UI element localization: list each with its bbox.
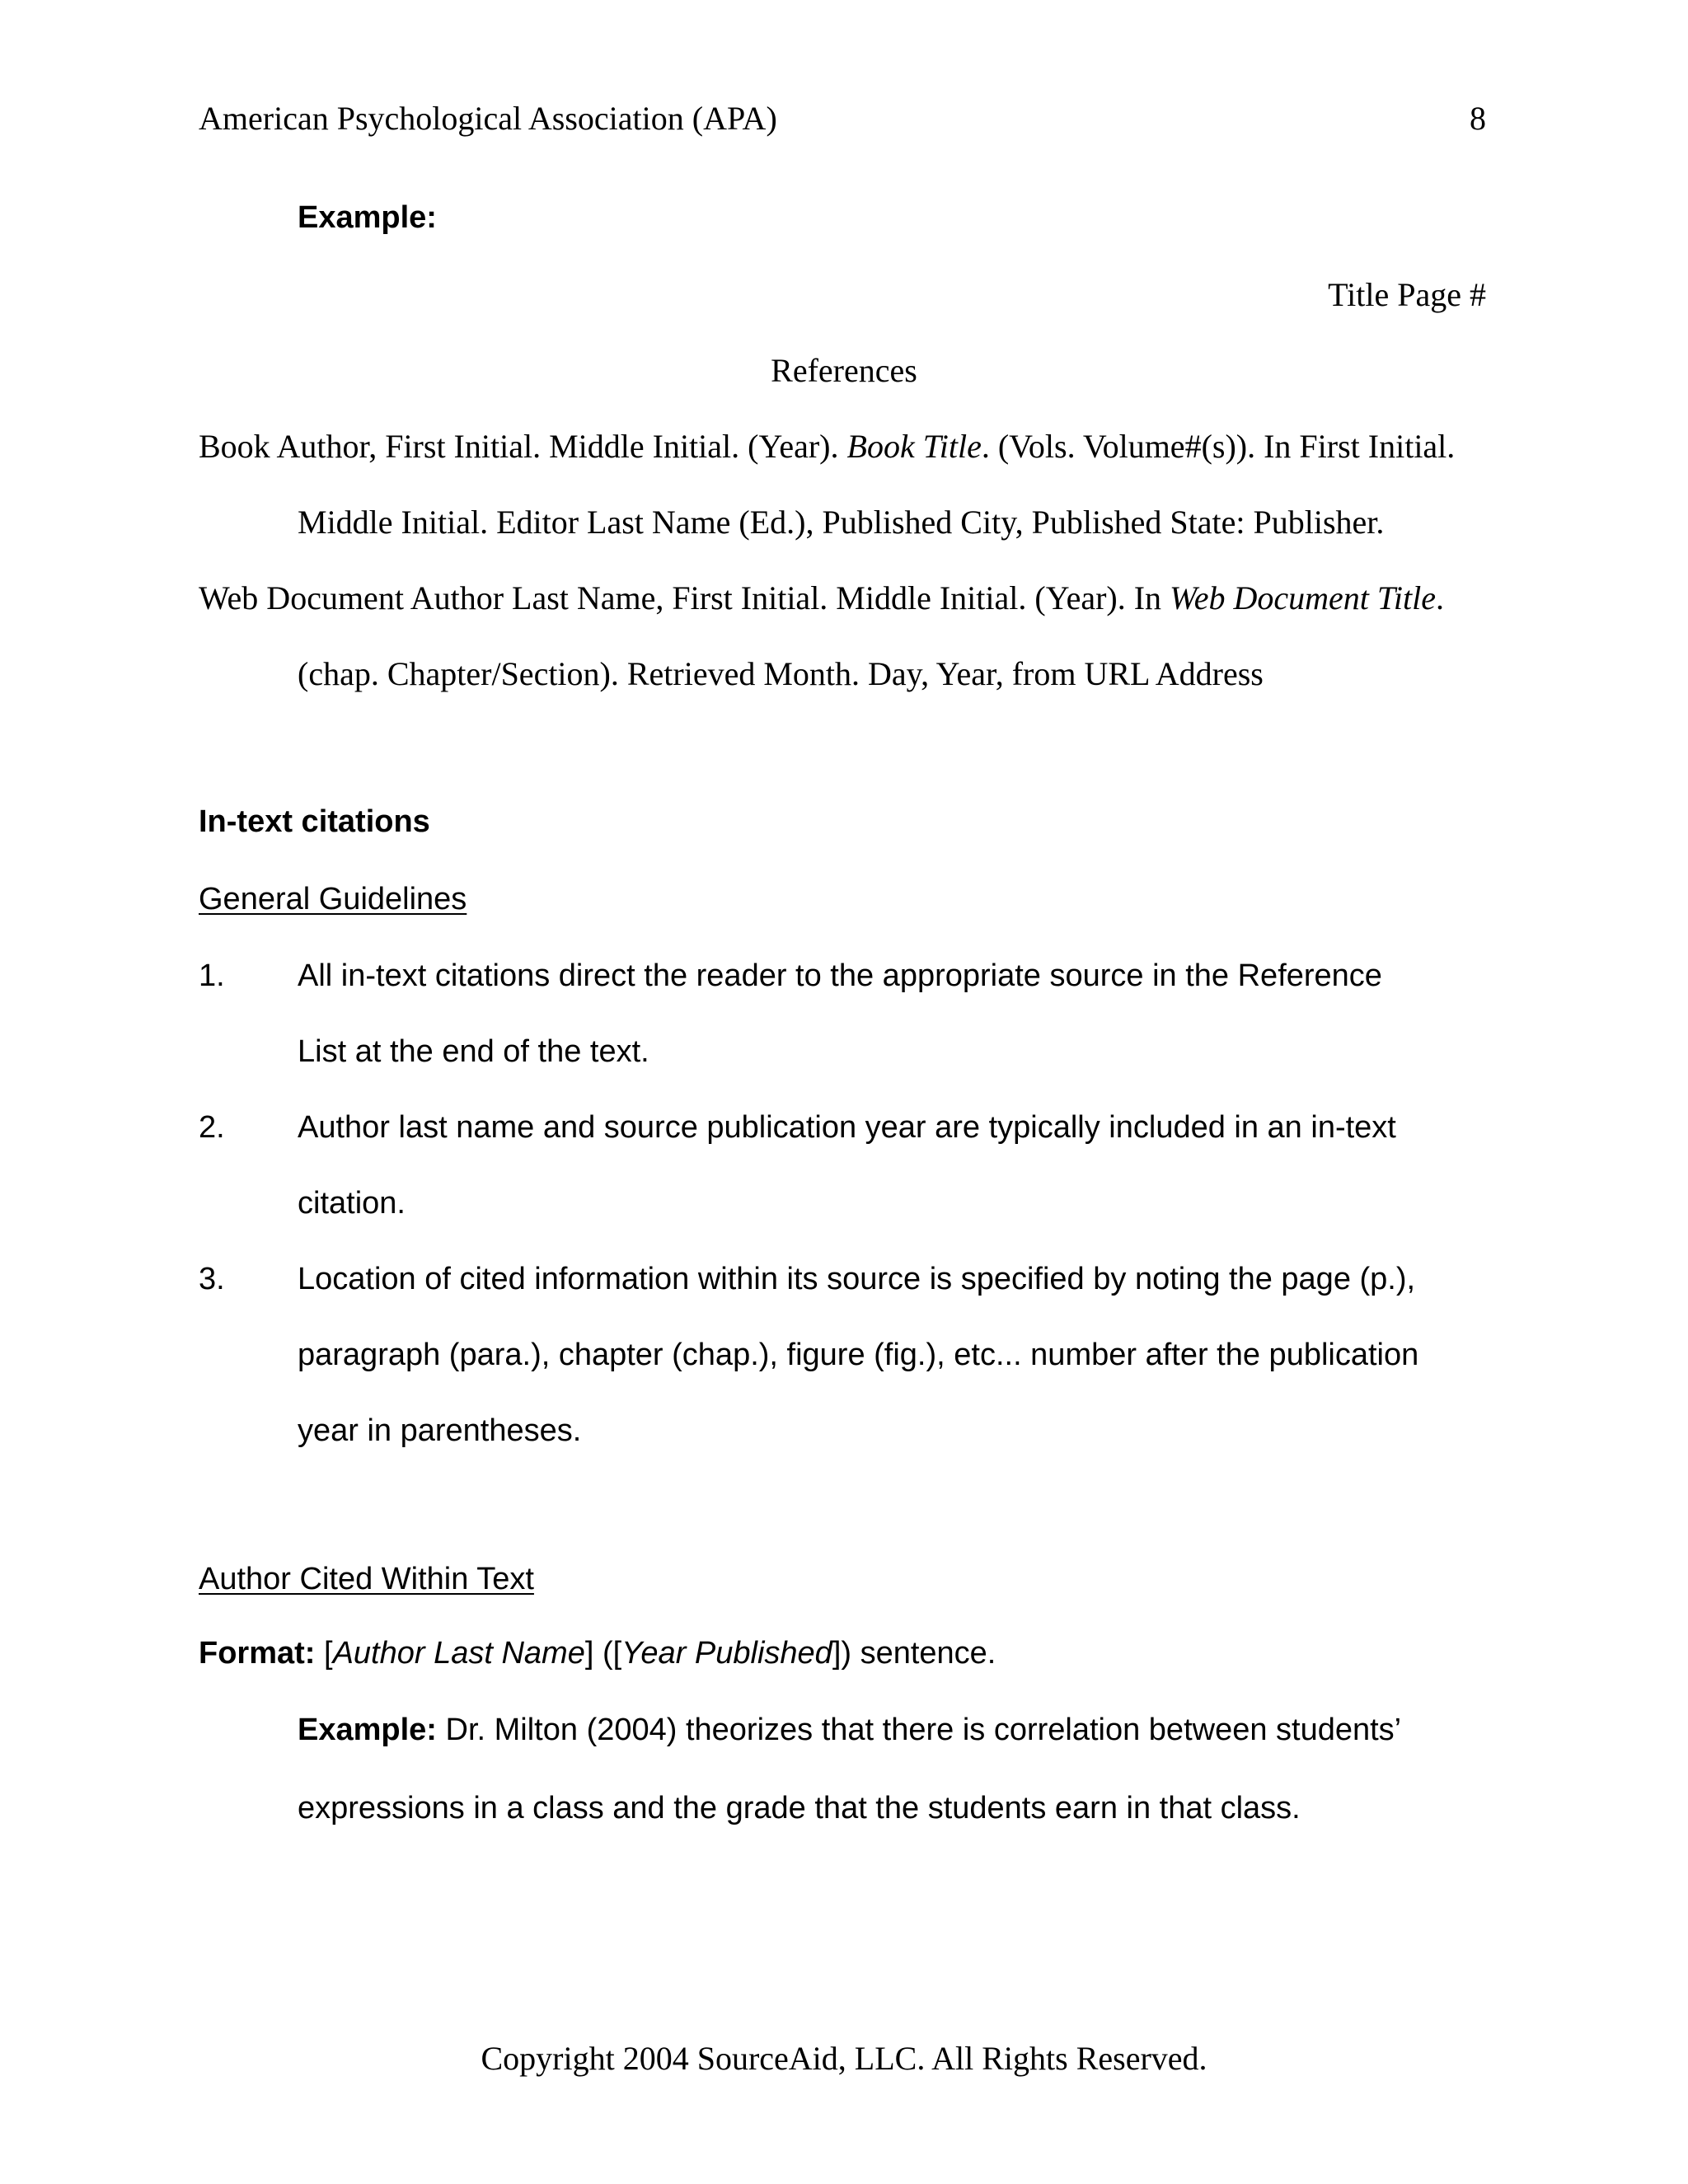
example-label: Example: <box>298 1713 437 1747</box>
reference-book-line1 <box>199 430 1455 463</box>
list-item-text: year in parentheses. <box>298 1413 582 1448</box>
format-label: Format: <box>199 1636 316 1671</box>
ref-web-author: Web Document Author Last Name, First Initial. Middle Initial. (Year). In <box>199 579 1170 616</box>
ref-book-title: Book Title <box>846 428 982 465</box>
list-item-number: 1. <box>199 958 225 993</box>
header-title: American Psychological Association (APA) <box>199 100 777 137</box>
guidelines-heading: General Guidelines <box>199 882 467 916</box>
reference-web-line1 <box>199 579 1444 616</box>
ref-book-author: Book Author, First Initial. Middle Initial. (Year). <box>199 428 847 465</box>
example-heading: Example: <box>298 200 437 235</box>
reference-web-line2: (chap. Chapter/Section). Retrieved Month. Day, Year, from URL Address <box>298 655 1264 692</box>
sample-running-head: Title Page # <box>1328 276 1486 313</box>
format-author-placeholder: Author Last Name <box>332 1636 585 1671</box>
format-year-placeholder: Year Published <box>621 1636 832 1671</box>
ref-book-volumes: . (Vols. Volume#(s)). In First Initial. <box>981 428 1456 465</box>
reference-book-line2: Middle Initial. Editor Last Name (Ed.), Published City, Published State: Publisher. <box>298 504 1385 541</box>
example-sentence-line2: expressions in a class and the grade that the students earn in that class. <box>298 1791 1301 1825</box>
format-punct: ]) sentence. <box>832 1636 996 1671</box>
author-cited-heading: Author Cited Within Text <box>199 1562 534 1596</box>
format-punct: ] ([ <box>584 1636 622 1671</box>
list-item-number: 2. <box>199 1110 225 1145</box>
list-item-text: Author last name and source publication year are typically included in an in-text <box>298 1110 1396 1145</box>
copyright-footer: Copyright 2004 SourceAid, LLC. All Rights Reserved. <box>481 2040 1207 2077</box>
example-sentence-line1 <box>298 1714 1401 1746</box>
list-item-number: 3. <box>199 1262 225 1296</box>
references-title: References <box>771 352 917 389</box>
list-item-text: Location of cited information within its source is specified by noting the page (p.), <box>298 1262 1416 1296</box>
list-item-text: citation. <box>298 1186 406 1221</box>
ref-web-title: Web Document Title <box>1170 579 1436 616</box>
intext-heading: In-text citations <box>199 804 430 839</box>
list-item-text: All in-text citations direct the reader to the appropriate source in the Reference <box>298 958 1382 993</box>
format-line <box>199 1638 996 1669</box>
ref-web-period: . <box>1435 579 1444 616</box>
example-text: Dr. Milton (2004) theorizes that there is correlation between students’ <box>436 1713 1402 1747</box>
list-item-text: List at the end of the text. <box>298 1034 649 1069</box>
list-item-text: paragraph (para.), chapter (chap.), figure (fig.), etc... number after the publication <box>298 1338 1419 1372</box>
page-number: 8 <box>1470 100 1486 137</box>
format-punct: [ <box>315 1636 333 1671</box>
